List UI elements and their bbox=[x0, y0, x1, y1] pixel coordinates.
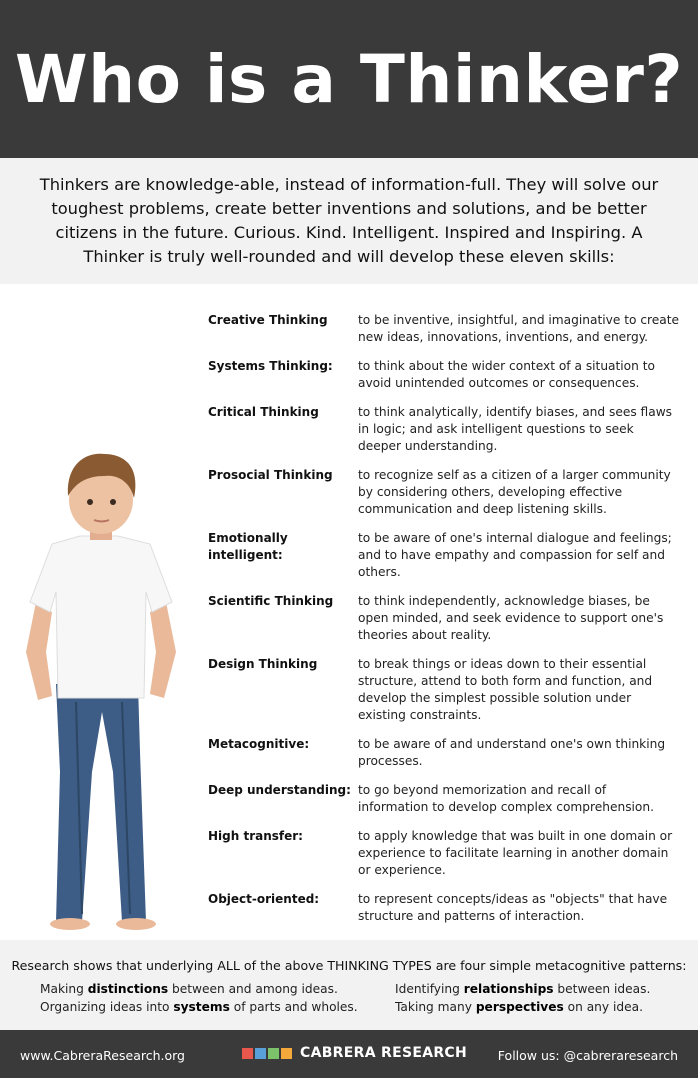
skill-item bbox=[208, 467, 688, 518]
skill-term: Design Thinking bbox=[208, 657, 318, 671]
intro-section bbox=[0, 158, 698, 284]
pattern-text: Taking many bbox=[395, 1000, 476, 1014]
website-link[interactable]: www.CabreraResearch.org bbox=[20, 1048, 185, 1063]
pattern-keyword: relationships bbox=[463, 982, 554, 996]
skill-term: Object-oriented: bbox=[208, 892, 320, 906]
skill-item bbox=[208, 656, 688, 724]
pattern-text: on any idea. bbox=[563, 1000, 643, 1014]
social-handle[interactable]: Follow us: @cabreraresearch bbox=[497, 1048, 678, 1063]
skill-term: Metacognitive: bbox=[208, 737, 310, 751]
skill-definition: to be aware of one's internal dialogue and feelings; and to have empathy and compassion for self and others. bbox=[358, 531, 672, 579]
skill-definition: to go beyond memorization and recall of information to develop complex comprehension. bbox=[358, 783, 654, 814]
skill-definition: to think analytically, identify biases, and sees flaws in logic; and ask intelligent questions to seek deeper understanding. bbox=[358, 405, 673, 453]
research-section bbox=[0, 940, 698, 1030]
pattern-keyword: distinctions bbox=[87, 982, 169, 996]
pattern-perspectives bbox=[395, 1000, 643, 1014]
skill-definition: to think about the wider context of a situation to avoid unintended outcomes or consequences. bbox=[358, 359, 655, 390]
skill-definition: to be aware of and understand one's own thinking processes. bbox=[358, 737, 666, 768]
pattern-relationships bbox=[395, 982, 650, 996]
pattern-distinctions bbox=[40, 982, 338, 996]
skill-item bbox=[208, 358, 688, 392]
pattern-keyword: perspectives bbox=[475, 1000, 564, 1014]
skill-term: Systems Thinking: bbox=[208, 359, 333, 373]
skill-item bbox=[208, 782, 688, 816]
logo-square bbox=[242, 1048, 253, 1059]
skill-item bbox=[208, 891, 688, 925]
skill-term: High transfer: bbox=[208, 829, 303, 843]
skill-definition: to break things or ideas down to their essential structure, attend to both form and function, and develop the simplest possible solution under existing constraints. bbox=[358, 657, 653, 722]
skill-item bbox=[208, 404, 688, 455]
skill-item bbox=[208, 828, 688, 879]
skill-item bbox=[208, 593, 688, 644]
pattern-text: Making bbox=[40, 982, 88, 996]
logo-square bbox=[281, 1048, 292, 1059]
page-title: Who is a Thinker? bbox=[14, 40, 684, 118]
pattern-text: between ideas. bbox=[553, 982, 651, 996]
brand-name: CABRERA RESEARCH bbox=[300, 1045, 468, 1061]
pattern-text: of parts and wholes. bbox=[229, 1000, 358, 1014]
logo-square bbox=[268, 1048, 279, 1059]
skill-item bbox=[208, 736, 688, 770]
skill-definition: to apply knowledge that was built in one domain or experience to facilitate learning in another domain or experience. bbox=[358, 829, 673, 877]
skill-definition: to recognize self as a citizen of a larger community by considering others, developing effective communication and deep listening skills. bbox=[358, 468, 671, 516]
pattern-text: between and among ideas. bbox=[168, 982, 338, 996]
pattern-text: Identifying bbox=[395, 982, 464, 996]
skill-definition: to think independently, acknowledge biases, be open minded, and seek evidence to support one's theories about reality. bbox=[358, 594, 664, 642]
logo-square bbox=[255, 1048, 266, 1059]
boy-illustration bbox=[18, 452, 188, 934]
skill-term: Creative Thinking bbox=[208, 313, 328, 327]
footer bbox=[0, 1030, 698, 1078]
pattern-keyword: systems bbox=[173, 1000, 230, 1014]
skill-term: Scientific Thinking bbox=[208, 594, 334, 608]
header-banner bbox=[0, 0, 698, 158]
skill-term: Emotionally intelligent: bbox=[208, 531, 288, 562]
skill-term: Critical Thinking bbox=[208, 405, 319, 419]
pattern-text: Organizing ideas into bbox=[40, 1000, 174, 1014]
skill-item bbox=[208, 530, 688, 581]
skill-term: Prosocial Thinking bbox=[208, 468, 333, 482]
intro-text: Thinkers are knowledge-able, instead of information-full. They will solve our toughest problems, create better inventions and solutions, and be better citizens in the future. Curious. Kind. Intelligent. Inspired and Inspiring. A Thinker is truly well-rounded and will develop these eleven skills: bbox=[39, 175, 659, 266]
skills-list bbox=[208, 312, 688, 937]
research-headline: Research shows that underlying ALL of the above THINKING TYPES are four simple metacognitive patterns: bbox=[11, 958, 687, 973]
skill-term: Deep understanding: bbox=[208, 783, 351, 797]
pattern-systems bbox=[40, 1000, 358, 1014]
skill-item bbox=[208, 312, 688, 346]
brand-logo bbox=[242, 1045, 467, 1061]
skill-definition: to be inventive, insightful, and imaginative to create new ideas, innovations, inventions, and energy. bbox=[358, 313, 680, 344]
skill-definition: to represent concepts/ideas as "objects" that have structure and patterns of interaction. bbox=[358, 892, 668, 923]
